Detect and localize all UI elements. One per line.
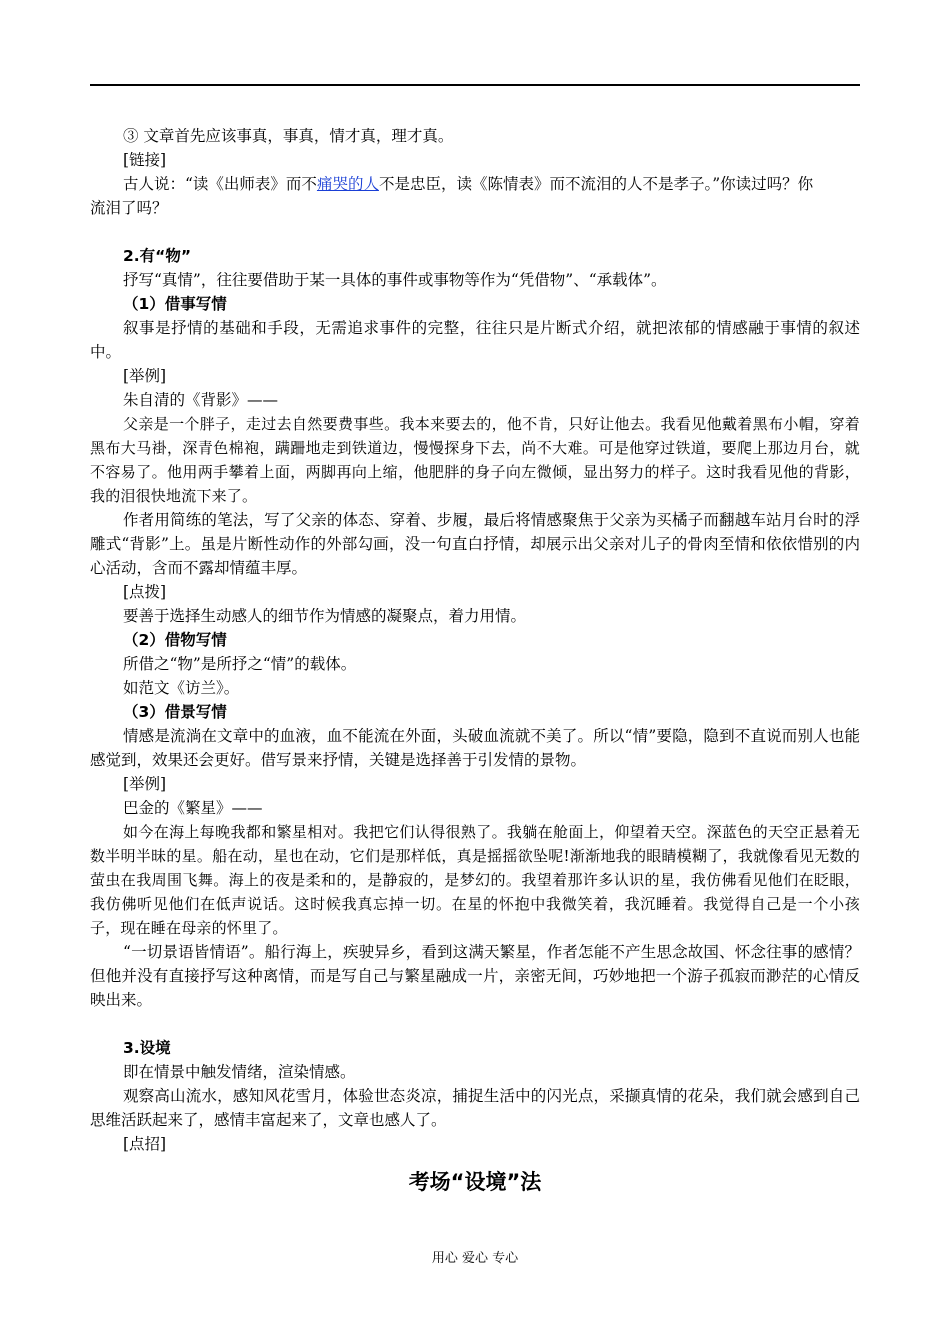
- hyperlink[interactable]: 痛哭的人: [316, 175, 379, 193]
- paragraph: 叙事是抒情的基础和手段，无需追求事件的完整，往往只是片断式介绍，就把浓郁的情感融于事情的叙述中。: [90, 319, 860, 361]
- quote-continuation: 流泪了吗？: [90, 199, 168, 217]
- section-label-example: [举例]: [123, 775, 167, 793]
- spacer: [90, 220, 860, 244]
- paragraph: 即在情景中触发情绪，渲染情感。: [123, 1063, 356, 1081]
- spacer: [90, 1012, 860, 1036]
- centered-title: 考场“设境”法: [408, 1170, 542, 1194]
- section-label-tip: [点拨]: [123, 583, 167, 601]
- example-excerpt: 如今在海上每晚我都和繁星相对。我把它们认得很熟了。我躺在舱面上，仰望着天空。深蓝色的天空正悬着无数半明半昧的星。船在动，星也在动，它们是那样低，真是摇摇欲坠呢!渐渐地我的眼睛模糊了，我就像看见无数的萤虫在我周围飞舞。海上的夜是柔和的，是静寂的，是梦幻的。我望着那许多认识的星，我仿佛看见他们在眨眼，我仿佛听见他们在低声说话。这时候我真忘掉一切。在星的怀抱中我微笑着，我沉睡着。我觉得自己是一个小孩子，现在睡在母亲的怀里了。: [90, 823, 860, 937]
- paragraph: 所借之“物”是所抒之“情”的载体。: [123, 655, 357, 673]
- paragraph: 如范文《访兰》。: [123, 679, 240, 697]
- section-label-link: [链接]: [123, 151, 167, 169]
- quote-text: 古人说：“读《出师表》而不: [123, 175, 317, 193]
- header-rule: [90, 84, 860, 86]
- analysis-paragraph: 作者用简练的笔法，写了父亲的体态、穿着、步履，最后将情感聚焦于父亲为买橘子而翻越车站月台时的浮雕式“背影”上。虽是片断性动作的外部勾画，没一句直白抒情，却展示出父亲对儿子的骨肉至情和依依惜别的内心活动，含而不露却情蕴丰厚。: [90, 511, 860, 577]
- section-heading: 3.设境: [123, 1039, 171, 1057]
- paragraph: 情感是流淌在文章中的血液，血不能流在外面，头破血流就不美了。所以“情”要隐，隐到不直说而别人也能感觉到，效果还会更好。借写景来抒情，关键是选择善于引发情的景物。: [90, 727, 860, 769]
- subsection-heading: （1）借事写情: [123, 295, 227, 313]
- quote-text: 不是忠臣，读《陈情表》而不流泪的人不是孝子。”你读过吗？你: [378, 175, 814, 193]
- paragraph: ③ 文章首先应该事真，事真，情才真，理才真。: [123, 127, 454, 145]
- paragraph: 要善于选择生动感人的细节作为情感的凝聚点，着力用情。: [123, 607, 527, 625]
- paragraph: 抒写“真情”，往往要借助于某一具体的事件或事物等作为“凭借物”、“承载体”。: [123, 271, 667, 289]
- example-source: 朱自清的《背影》——: [123, 391, 279, 409]
- section-heading: 2.有“物”: [123, 247, 192, 265]
- analysis-paragraph: “一切景语皆情语”。船行海上，疾驶异乡，看到这满天繁星，作者怎能不产生思念故国、怀念往事的感情？但他并没有直接抒写这种离情，而是写自己与繁星融成一片，亲密无间，巧妙地把一个游子孤寂而渺茫的心情反映出来。: [90, 943, 860, 1009]
- subsection-heading: （2）借物写情: [123, 631, 227, 649]
- section-label-tip: [点招]: [123, 1135, 167, 1153]
- example-source: 巴金的《繁星》——: [123, 799, 263, 817]
- subsection-heading: （3）借景写情: [123, 703, 227, 721]
- paragraph: 观察高山流水，感知风花雪月，体验世态炎凉，捕捉生活中的闪光点，采撷真情的花朵，我们就会感到自己思维活跃起来了，感情丰富起来了，文章也感人了。: [90, 1087, 860, 1129]
- document-body: [90, 124, 860, 1202]
- example-excerpt: 父亲是一个胖子，走过去自然要费事些。我本来要去的，他不肯，只好让他去。我看见他戴着黑布小帽，穿着黑布大马褂，深青色棉袍，蹒跚地走到铁道边，慢慢探身下去，尚不大难。可是他穿过铁道，要爬上那边月台，就不容易了。他用两手攀着上面，两脚再向上缩，他肥胖的身子向左微倾，显出努力的样子。这时我看见他的背影，我的泪很快地流下来了。: [90, 415, 860, 505]
- page-footer: 用心 爱心 专心: [431, 1251, 519, 1266]
- section-label-example: [举例]: [123, 367, 167, 385]
- quote-paragraph: [90, 172, 860, 196]
